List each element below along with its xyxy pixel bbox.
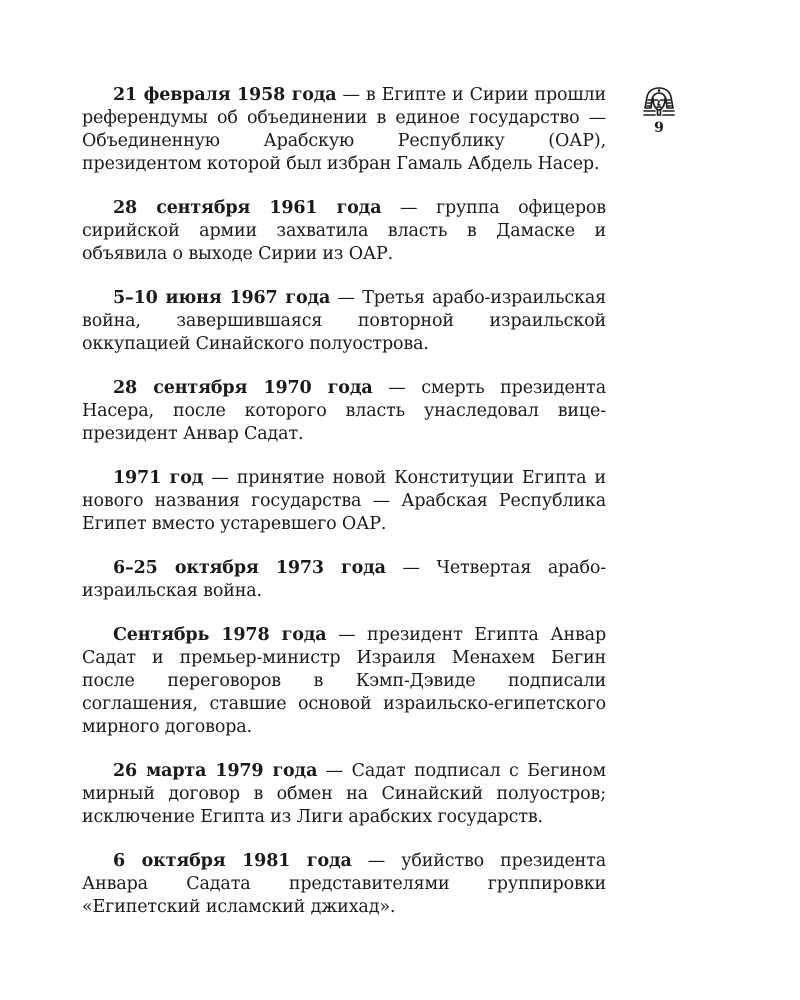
entry-date: 28 сентября 1970 года: [113, 378, 373, 398]
chronology-entry-1978: [82, 624, 606, 739]
page-text: [82, 84, 606, 940]
chronology-entry-1967: [82, 287, 606, 356]
chronology-entry-1981: [82, 850, 606, 919]
chronology-entry-1971: [82, 467, 606, 536]
entry-date: Сентябрь 1978 года: [113, 625, 327, 645]
entry-date: 26 марта 1979 года: [113, 761, 318, 781]
entry-text: — убийство президента Анвара Садата представителями группировки «Египетский исламский джихад».: [82, 851, 606, 917]
entry-date: 5–10 июня 1967 года: [113, 288, 331, 308]
entry-date: 6 октября 1981 года: [113, 851, 352, 871]
chronology-entry-1970: [82, 377, 606, 446]
entry-date: 21 февраля 1958 года: [113, 85, 337, 105]
entry-date: 28 сентября 1961 года: [113, 198, 382, 218]
chronology-entry-1958: [82, 84, 606, 176]
entry-text: — в Египте и Сирии прошли референдумы об объединении в единое государство — Объединенную Арабскую Республику (ОАР), президентом которой был избран Гамаль Абдель Насер.: [82, 85, 607, 174]
entry-text: — Третья арабо-израильская война, завершившаяся повторной израильской оккупацией Синайского полуострова.: [82, 288, 606, 354]
chronology-entry-1973: [82, 557, 606, 603]
entry-text: — принятие новой Конституции Египта и нового названия государства — Арабская Республика Египет вместо устаревшего ОАР.: [82, 468, 606, 534]
entry-text: — группа офицеров сирийской армии захватила власть в Дамаске и объявила о выходе Сирии из ОАР.: [82, 198, 606, 264]
pharaoh-mask-icon: [641, 86, 677, 118]
page-marker: [640, 86, 678, 136]
entry-text: — президент Египта Анвар Садат и премьер-министр Израиля Менахем Бегин после переговоров в Кэмп-Дэвиде подписали соглашения, ставшие основой израильско-египетского мирного договора.: [82, 625, 606, 737]
entry-text: — смерть президента Насера, после которого власть унаследовал вице-президент Анвар Садат.: [82, 378, 606, 444]
chronology-entry-1961: [82, 197, 606, 266]
entry-date: 1971 год: [113, 468, 204, 488]
entry-text: — Садат подписал с Бегином мирный договор в обмен на Синайский полуостров; исключение Египта из Лиги арабских государств.: [82, 761, 606, 827]
entry-text: — Четвертая арабо-израильская война.: [82, 558, 606, 601]
page-number: 9: [654, 120, 664, 136]
chronology-entry-1979: [82, 760, 606, 829]
entry-date: 6–25 октября 1973 года: [113, 558, 386, 578]
